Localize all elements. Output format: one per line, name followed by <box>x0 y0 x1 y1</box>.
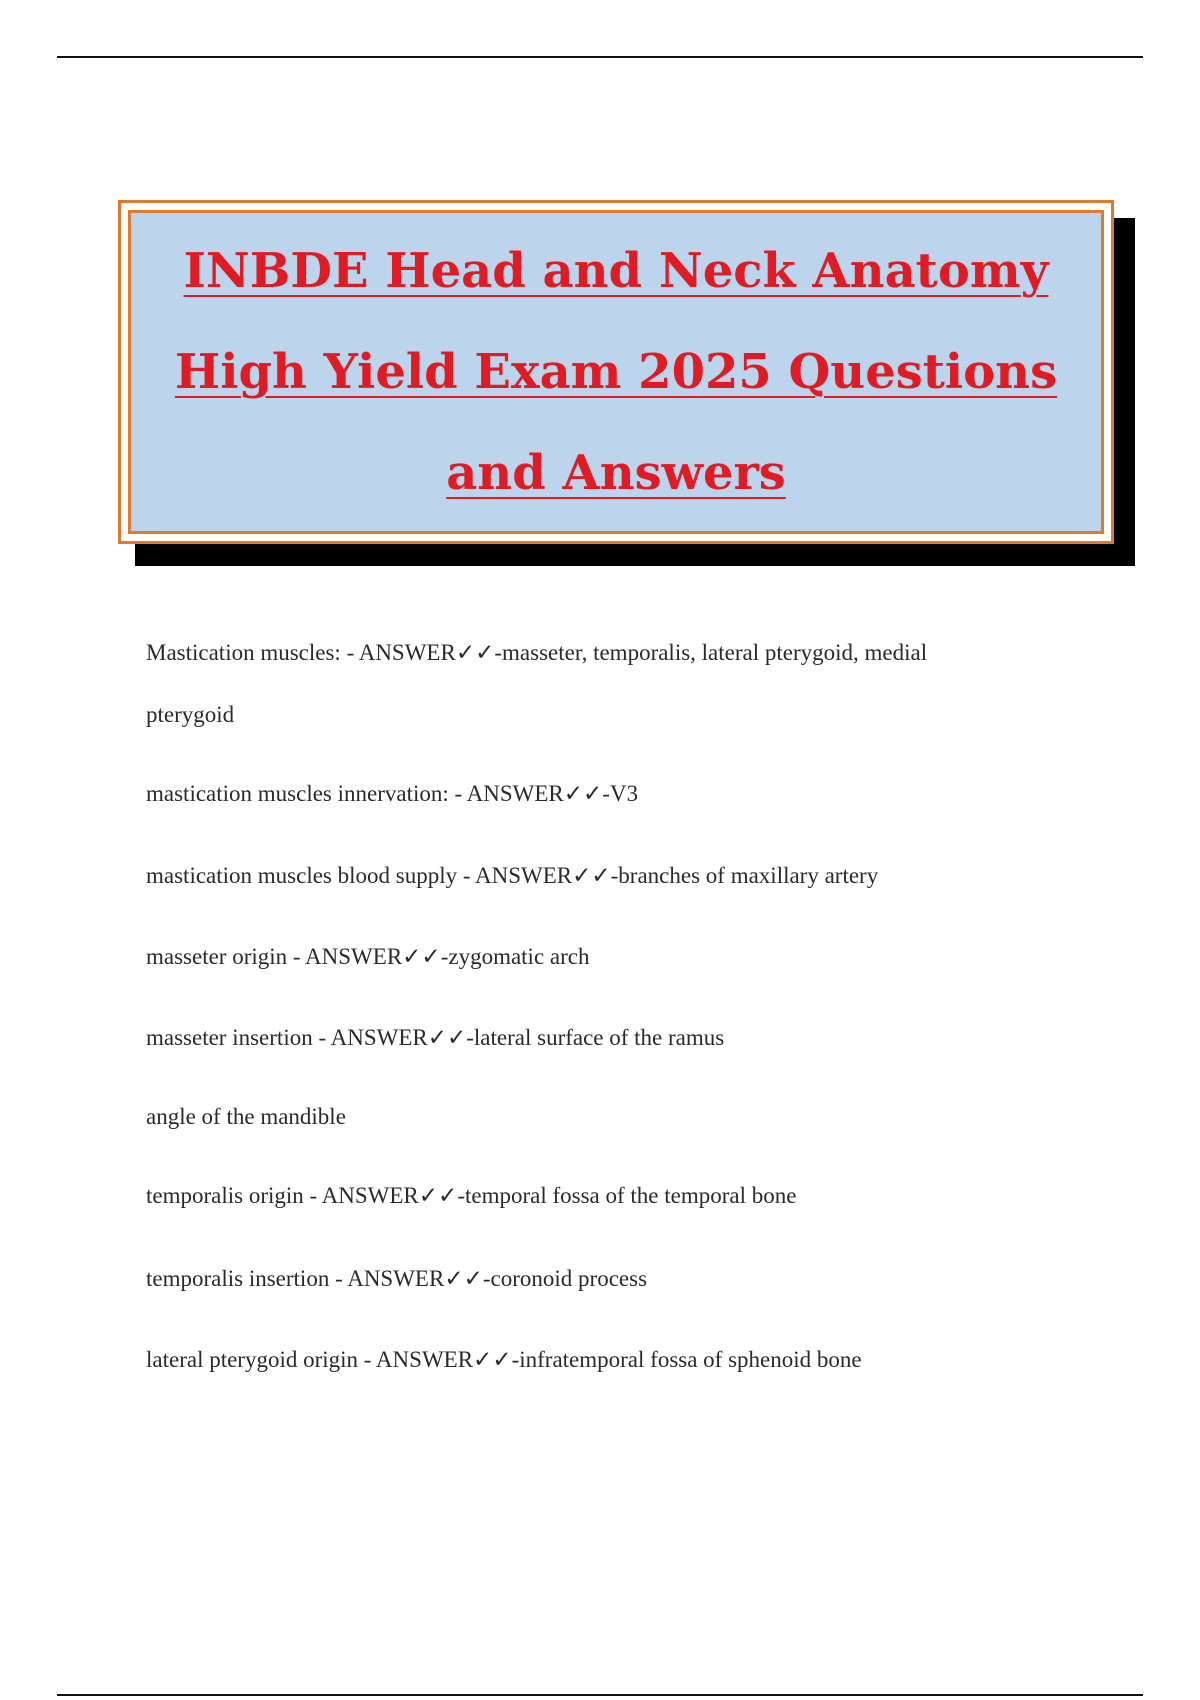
document-title-line-1: INBDE Head and Neck Anatomy <box>183 242 1049 299</box>
qa-line-temporalis-insertion: temporalis insertion - ANSWER✓✓-coronoid process <box>146 1266 648 1291</box>
qa-line-blood-supply: mastication muscles blood supply - ANSWER✓✓-branches of maxillary artery <box>146 863 879 888</box>
qa-line-masseter-origin: masseter origin - ANSWER✓✓-zygomatic arch <box>146 944 590 969</box>
qa-line-continuation: angle of the mandible <box>146 1104 346 1129</box>
title-box-inner <box>128 210 1104 534</box>
qa-line-temporalis-origin: temporalis origin - ANSWER✓✓-temporal fossa of the temporal bone <box>146 1183 797 1208</box>
qa-line-mastication-muscles: Mastication muscles: - ANSWER✓✓-masseter, temporalis, lateral pterygoid, medial <box>146 640 928 665</box>
document-title-line-3: and Answers <box>446 444 786 501</box>
footer-rule <box>57 1694 1143 1696</box>
header-rule <box>57 56 1143 58</box>
document-title-line-2: High Yield Exam 2025 Questions <box>174 343 1058 400</box>
title-box <box>118 200 1114 544</box>
qa-line-innervation: mastication muscles innervation: - ANSWER✓✓-V3 <box>146 781 639 806</box>
qa-line-masseter-insertion: masseter insertion - ANSWER✓✓-lateral surface of the ramus <box>146 1025 725 1050</box>
qa-line-continuation: pterygoid <box>146 702 235 727</box>
qa-line-lateral-pterygoid-origin: lateral pterygoid origin - ANSWER✓✓-infratemporal fossa of sphenoid bone <box>146 1347 862 1372</box>
